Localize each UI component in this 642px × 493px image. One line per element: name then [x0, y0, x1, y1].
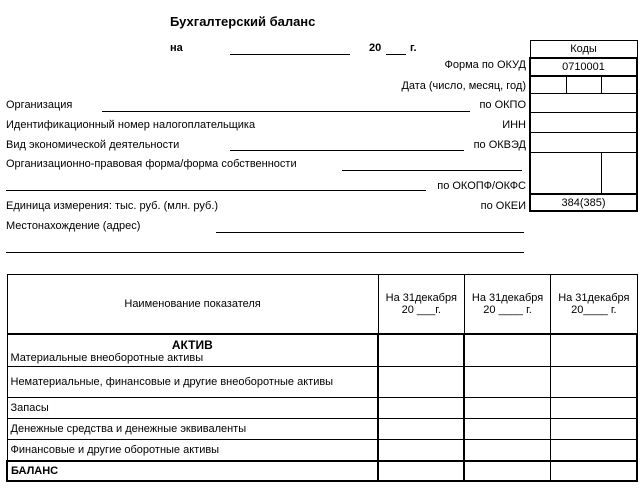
- okved-cell[interactable]: [530, 133, 637, 153]
- value-cell[interactable]: [378, 440, 464, 462]
- table-row: Финансовые и другие оборотные активы: [7, 440, 378, 462]
- form-title: Бухгалтерский баланс: [170, 14, 316, 29]
- date-3-line1: На 31декабря: [558, 292, 630, 304]
- organization-line[interactable]: [102, 111, 470, 112]
- value-cell[interactable]: [464, 334, 550, 367]
- report-year-line[interactable]: [386, 54, 406, 55]
- table-row: [7, 334, 378, 367]
- value-cell[interactable]: [464, 440, 550, 462]
- date-on-label: на: [170, 42, 183, 54]
- legal-form-line[interactable]: [342, 170, 522, 171]
- table-row: Запасы: [7, 398, 378, 419]
- okud-code: 0710001: [530, 58, 637, 76]
- value-cell[interactable]: [378, 398, 464, 419]
- location-line-2[interactable]: [6, 252, 524, 253]
- value-cell[interactable]: [378, 419, 464, 440]
- value-cell[interactable]: [464, 398, 550, 419]
- okei-code: 384(385): [530, 194, 637, 211]
- total-cell[interactable]: [378, 461, 464, 481]
- inn-label: ИНН: [502, 119, 526, 131]
- activity-label: Вид экономической деятельности: [6, 139, 180, 151]
- table-row: Денежные средства и денежные эквиваленты: [7, 419, 378, 440]
- okpo-cell[interactable]: [530, 94, 637, 113]
- report-date-line[interactable]: [230, 54, 350, 55]
- date-1-line2: 20 ___г.: [401, 304, 441, 316]
- legal-form-line-2[interactable]: [6, 190, 426, 191]
- legal-form-label: Организационно-правовая форма/форма собственности: [6, 158, 297, 170]
- row-label: Материальные внеоборотные активы: [10, 352, 204, 364]
- date-day-cell[interactable]: [530, 76, 566, 94]
- value-cell[interactable]: [551, 440, 637, 462]
- section-title: АКТИВ: [171, 338, 213, 352]
- total-row-label: БАЛАНС: [7, 461, 378, 481]
- value-cell[interactable]: [378, 367, 464, 398]
- okud-label: Форма по ОКУД: [444, 59, 526, 71]
- year-prefix: 20: [369, 42, 382, 54]
- column-header-date-2: [464, 275, 550, 335]
- value-cell[interactable]: [551, 419, 637, 440]
- date-2-line2: 20 ____ г.: [483, 304, 532, 316]
- column-header-date-3: [551, 275, 637, 335]
- value-cell[interactable]: [464, 367, 550, 398]
- codes-header: Коды: [530, 41, 637, 59]
- year-suffix: г.: [410, 42, 417, 54]
- date-label: Дата (число, месяц, год): [401, 80, 526, 92]
- column-header-date-1: [378, 275, 464, 335]
- okopf-label: по ОКОПФ/ОКФС: [437, 180, 526, 192]
- table-row: Нематериальные, финансовые и другие внеоборотные активы: [7, 367, 378, 398]
- okopf-cell[interactable]: [530, 153, 602, 195]
- organization-label: Организация: [6, 99, 73, 111]
- location-line[interactable]: [216, 232, 524, 233]
- inn-cell[interactable]: [530, 113, 637, 133]
- activity-line[interactable]: [230, 150, 464, 151]
- column-header-name: Наименование показателя: [7, 275, 378, 335]
- value-cell[interactable]: [551, 334, 637, 367]
- unit-label: Единица измерения: тыс. руб. (млн. руб.): [6, 200, 219, 212]
- balance-table: [6, 274, 638, 482]
- value-cell[interactable]: [464, 419, 550, 440]
- date-3-line2: 20____ г.: [571, 304, 617, 316]
- total-cell[interactable]: [551, 461, 637, 481]
- date-2-line1: На 31декабря: [471, 292, 544, 304]
- okfs-cell[interactable]: [602, 153, 637, 195]
- date-month-cell[interactable]: [566, 76, 602, 94]
- value-cell[interactable]: [378, 334, 464, 367]
- value-cell[interactable]: [551, 398, 637, 419]
- date-year-cell[interactable]: [602, 76, 637, 94]
- taxpayer-id-label: Идентификационный номер налогоплательщика: [6, 119, 256, 131]
- date-1-line1: На 31декабря: [385, 292, 457, 304]
- value-cell[interactable]: [551, 367, 637, 398]
- okei-label: по ОКЕИ: [480, 200, 526, 212]
- okved-label: по ОКВЭД: [473, 139, 526, 151]
- total-cell[interactable]: [464, 461, 550, 481]
- codes-table: [529, 40, 638, 212]
- location-label: Местонахождение (адрес): [6, 220, 141, 232]
- okpo-label: по ОКПО: [479, 99, 526, 111]
